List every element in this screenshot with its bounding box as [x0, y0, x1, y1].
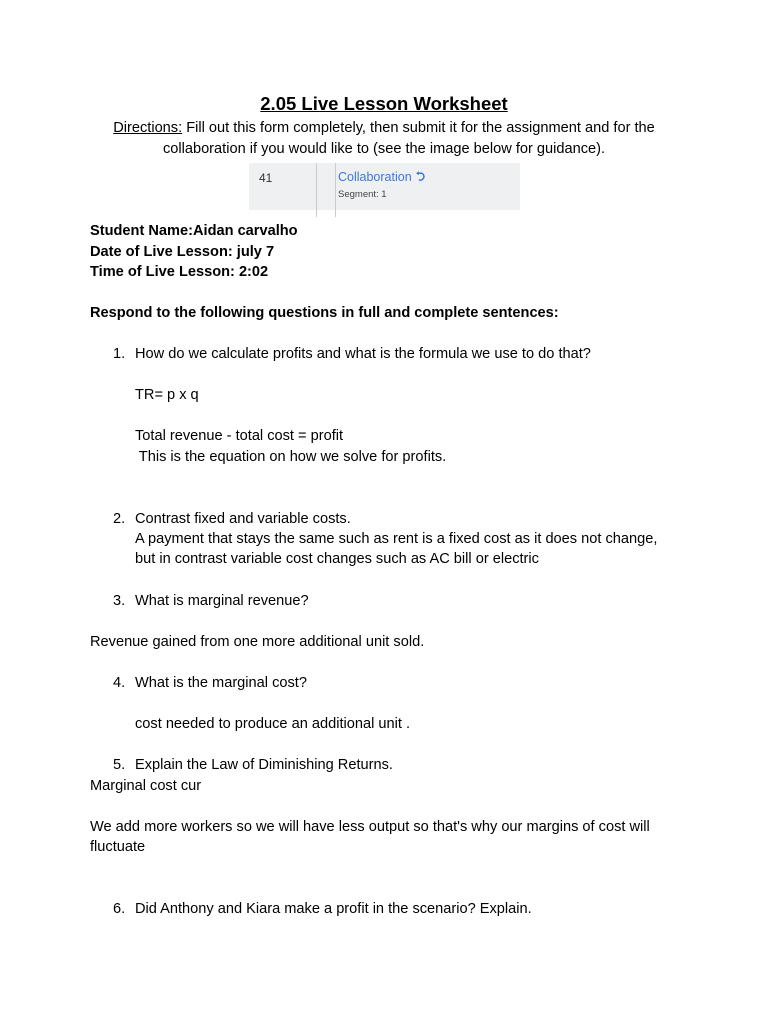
question-4: What is the marginal cost? — [135, 675, 307, 691]
lesson-number: 41 — [259, 171, 273, 185]
answer-2-line-2: but in contrast variable cost changes such as AC bill or electric — [135, 551, 539, 567]
answer-1-line-3: This is the equation on how we solve for profits. — [135, 449, 447, 465]
collaboration-guidance-image — [249, 163, 520, 217]
answer-5-line-3: fluctuate — [90, 839, 146, 855]
answer-2-line-1: A payment that stays the same such as rent is a fixed cost as it does not change, — [135, 531, 658, 547]
column-divider — [335, 163, 336, 217]
instruction-text: Respond to the following questions in full and complete sentences: — [90, 305, 559, 321]
lesson-time: Time of Live Lesson: 2:02 — [90, 264, 269, 280]
answer-4-line-1: cost needed to produce an additional unit . — [135, 716, 411, 732]
answer-5-line-2: We add more workers so we will have less output so that's why our margins of cost will — [90, 819, 650, 835]
column-divider — [316, 163, 317, 217]
question-3: What is marginal revenue? — [135, 593, 309, 609]
refresh-icon — [415, 171, 426, 182]
directions-label: Directions: — [113, 120, 183, 136]
directions-text: Fill out this form completely, then submit it for the assignment and for the collaboration if you would like to (see the image below for guidance). — [162, 120, 655, 157]
answer-1-line-2: Total revenue - total cost = profit — [135, 428, 344, 444]
lesson-date: Date of Live Lesson: july 7 — [90, 244, 275, 260]
question-number: 2. — [113, 511, 126, 527]
collaboration-link-label: Collaboration — [338, 170, 412, 184]
student-name: Student Name:Aidan carvalho — [90, 223, 298, 239]
question-6: Did Anthony and Kiara make a profit in the scenario? Explain. — [135, 901, 532, 917]
answer-3-line-1: Revenue gained from one more additional unit sold. — [90, 634, 425, 650]
question-number: 6. — [113, 901, 126, 917]
question-number: 1. — [113, 346, 126, 362]
question-2: Contrast fixed and variable costs. — [135, 511, 351, 527]
question-number: 3. — [113, 593, 126, 609]
directions — [90, 118, 678, 159]
question-1: How do we calculate profits and what is the formula we use to do that? — [135, 346, 591, 362]
question-5: Explain the Law of Diminishing Returns. — [135, 757, 393, 773]
segment-label: Segment: 1 — [338, 189, 387, 200]
question-number: 4. — [113, 675, 126, 691]
answer-5-line-1: Marginal cost cur — [90, 778, 202, 794]
answer-1-line-1: TR= p x q — [135, 387, 199, 403]
page-title: 2.05 Live Lesson Worksheet — [260, 93, 508, 114]
collaboration-link — [338, 170, 426, 184]
question-number: 5. — [113, 757, 126, 773]
